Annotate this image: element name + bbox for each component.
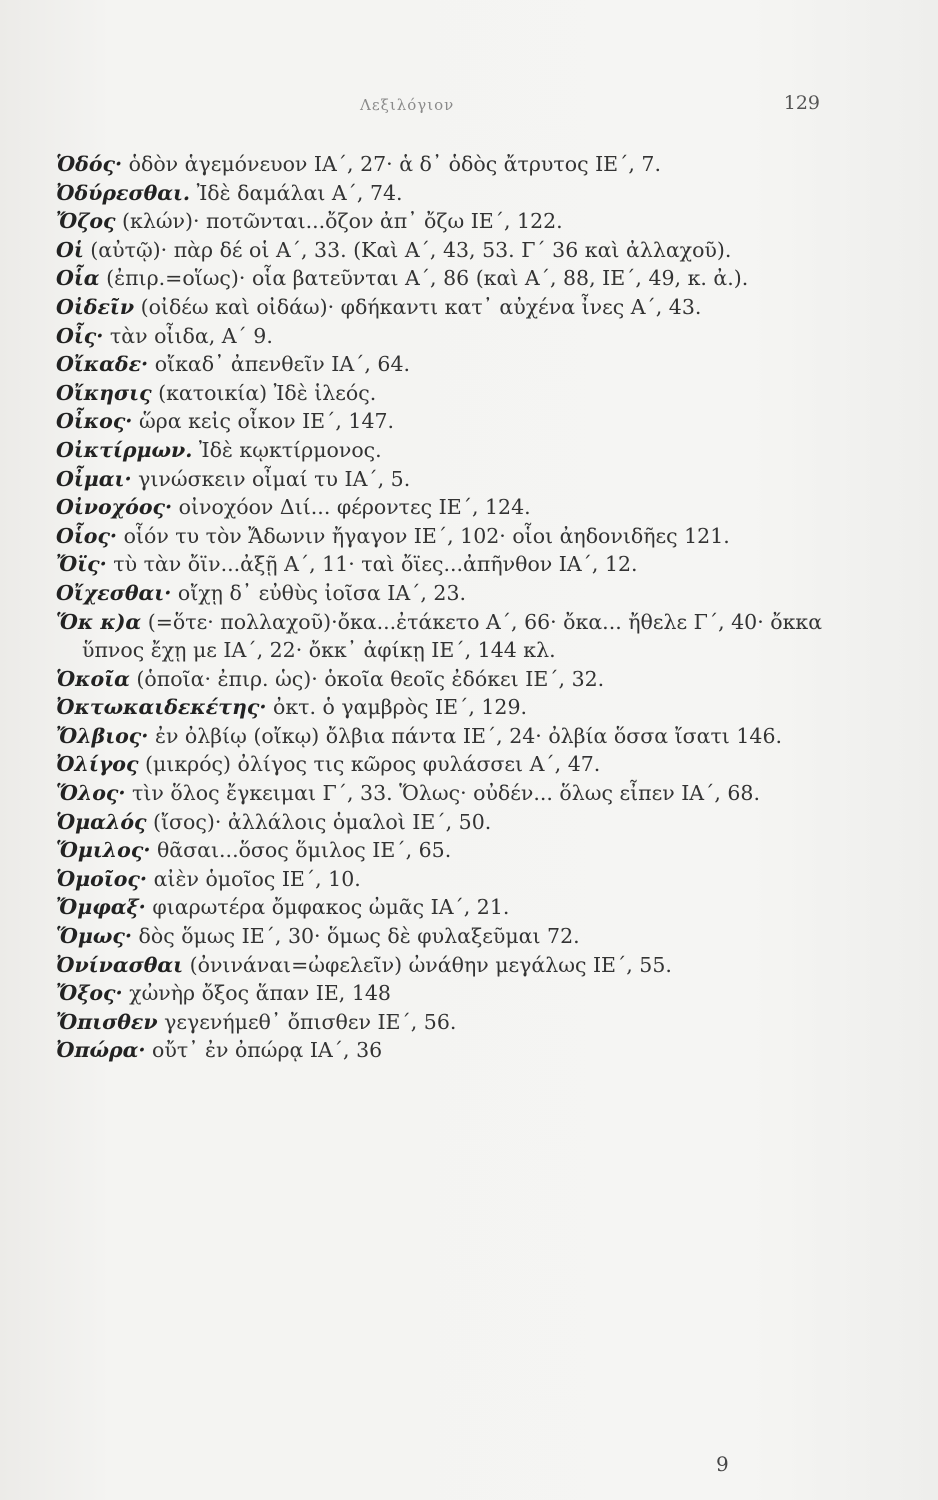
entry-text: ὁδὸν ἁγεμόνευον ΙΑ΄, 27· ἁ δ᾽ ὁδὸς ἄτρυτος ΙΕ΄, 7. [122,152,661,176]
entry-headword: Ὁμαλός [56,809,147,834]
entry-text: δὸς ὅμως ΙΕ΄, 30· ὅμως δὲ φυλαξεῦμαι 72. [132,924,580,949]
entry-headword: Ὅμως· [56,924,133,949]
entry-headword: Ὄπισθεν [56,1009,158,1034]
lexicon-entry [56,922,846,951]
entry-headword: Οἴκησις [56,380,152,405]
lexicon-entry [56,979,846,1008]
entry-text: (οἰδέω καὶ οἰδάω)· φδήκαντι κατ᾽ αὐχένα ἶνες Α΄, 43. [134,294,702,319]
entry-headword: Ὀπώρα· [56,1038,146,1063]
entry-headword: Ὁδός· [56,152,123,176]
entry-text: (ὁποῖα· ἐπιρ. ὡς)· ὁκοῖα θεοῖς ἐδόκει ΙΕ΄, 32. [129,666,605,691]
page-number: 129 [783,92,820,114]
entry-text: (=ὅτε· πολλαχοῦ)·ὄκα...ἐτάκετο Α΄, 66· ὄκα... ἤθελε Γ΄, 40· ὄκκα ὕπνος ἔχῃ με ΙΑ΄, 22· ὄκκ᾽ ἀφίκῃ ΙΕ΄, 144 κλ. [82,609,823,663]
entry-text: οἰνοχόον Διί... φέροντες ΙΕ΄, 124. [172,495,531,520]
entry-headword: Οἰδεῖν [56,294,135,319]
lexicon-entry [56,808,846,837]
lexicon-entries [56,150,846,1065]
entry-headword: Οἴχεσθαι· [56,580,172,605]
entry-text: (κλών)· ποτῶνται...ὄζον ἀπ᾽ ὄζω ΙΕ΄, 122. [115,209,563,234]
entry-text: τὶν ὅλος ἔγκειμαι Γ΄, 33. Ὅλως· οὐδέν... ὅλως εἶπεν ΙΑ΄, 68. [125,781,760,806]
lexicon-entry [56,322,846,351]
entry-headword: Οἴκαδε· [56,352,149,377]
entry-text: (μικρός) ὀλίγος τις κῶρος φυλάσσει Α΄, 47. [138,752,601,777]
entry-headword: Οἰνοχόος· [56,495,173,520]
entry-headword: Ὅκ κ)α [56,609,142,634]
lexicon-entry [56,522,846,551]
entry-headword: Οἷα [56,266,100,291]
entry-text: (ἴσος)· ἀλλάλοις ὁμαλοὶ ΙΕ΄, 50. [146,809,492,834]
entry-headword: Ὄϊς· [56,552,107,577]
entry-headword: Ὀκτωκαιδεκέτης· [56,695,267,720]
lexicon-entry [56,407,846,436]
lexicon-entry [56,865,846,894]
entry-text: γεγενήμεθ᾽ ὄπισθεν ΙΕ΄, 56. [157,1009,457,1034]
entry-text: ἐν ὀλβίῳ (οἴκῳ) ὄλβια πάντα ΙΕ΄, 24· ὀλβία ὅσσα ἴσατι 146. [148,723,783,748]
entry-headword: Οἶς· [56,323,104,348]
entry-headword: Ὁμοῖος· [56,866,148,891]
lexicon-entry [56,665,846,694]
entry-headword: Ὀλίγος [56,752,139,777]
lexicon-entry [56,550,846,579]
entry-text: Ἰδὲ δαμάλαι Α΄, 74. [190,180,403,205]
lexicon-entry [56,893,846,922]
lexicon-entry [56,779,846,808]
entry-headword: Ὁκοῖα [56,666,130,691]
lexicon-entry [56,179,846,208]
entry-text: Ἰδὲ κῳκτίρμονος. [192,437,382,462]
entry-headword: Οἶμαι· [56,466,132,491]
entry-text: οὔτ᾽ ἐν ὀπώρᾳ ΙΑ΄, 36 [145,1038,383,1063]
lexicon-entry [56,836,846,865]
lexicon-entry [56,264,846,293]
lexicon-entry [56,722,846,751]
entry-headword: Ὅλος· [56,781,126,806]
lexicon-entry [56,693,846,722]
entry-text: θᾶσαι...ὅσος ὅμιλος ΙΕ΄, 65. [150,838,452,863]
entry-headword: Ὄξος· [56,981,123,1006]
entry-headword: Οἰκτίρμων. [56,437,193,462]
entry-headword: Ὄλβιος· [56,723,149,748]
entry-text: ὀκτ. ὁ γαμβρὸς ΙΕ΄, 129. [266,695,528,720]
signature-mark: 9 [716,1452,729,1476]
entry-text: γινώσκειν οἶμαί τυ ΙΑ΄, 5. [131,466,411,491]
entry-headword: Ὀδύρεσθαι. [56,180,191,205]
lexicon-entry [56,150,846,179]
entry-text: τὺ τὰν ὄϊν...ἀξῇ Α΄, 11· ταὶ ὄϊες...ἀπῆνθον ΙΑ΄, 12. [106,552,638,577]
entry-headword: Ὄμφαξ· [56,895,146,920]
lexicon-entry [56,465,846,494]
lexicon-entry [56,750,846,779]
entry-headword: Ὅμιλος· [56,838,151,863]
entry-headword: Ὄζος [56,209,116,234]
entry-text: οἴκαδ᾽ ἀπενθεῖν ΙΑ΄, 64. [148,352,411,377]
entry-headword: Οἷος· [56,523,118,548]
entry-text: ὥρα κεἰς οἶκον ΙΕ΄, 147. [132,409,395,434]
entry-text: (αὐτῷ)· πὰρ δέ οἱ Α΄, 33. (Καὶ Α΄, 43, 53. Γ΄ 36 καὶ ἀλλαχοῦ). [83,237,732,262]
lexicon-entry [56,207,846,236]
entry-headword: Οἶκος· [56,409,133,434]
entry-text: χὠνὴρ ὄξος ἅπαν ΙΕ, 148 [122,981,391,1006]
lexicon-entry [56,236,846,265]
entry-headword: Ὀνίνασθαι [56,952,184,977]
entry-text: οἷόν τυ τὸν Ἄδωνιν ἤγαγον ΙΕ΄, 102· οἷοι ἀηδονιδῆες 121. [117,523,730,548]
entry-text: (ὀνινάναι=ὠφελεῖν) ὠνάθην μεγάλως ΙΕ΄, 55. [183,952,672,977]
entry-text: αἰὲν ὁμοῖος ΙΕ΄, 10. [147,866,361,891]
lexicon-entry [56,293,846,322]
lexicon-entry [56,436,846,465]
entry-text: (κατοικία) Ἰδὲ ἱλεός. [151,380,377,405]
running-head: Λεξιλόγιον [360,96,455,114]
lexicon-entry [56,608,846,665]
lexicon-entry [56,493,846,522]
lexicon-entry [56,579,846,608]
entry-text: οἴχῃ δ᾽ εὐθὺς ἰοῖσα ΙΑ΄, 23. [171,580,467,605]
lexicon-entry [56,1036,846,1065]
entry-text: τὰν οἶιδα, Α΄ 9. [103,323,273,348]
entry-text: (ἐπιρ.=οἵως)· οἷα βατεῦνται Α΄, 86 (καὶ Α΄, 88, ΙΕ΄, 49, κ. ἀ.). [99,266,749,291]
lexicon-entry [56,1008,846,1037]
entry-text: φιαρωτέρα ὄμφακος ὠμᾶς ΙΑ΄, 21. [145,895,510,920]
lexicon-entry [56,951,846,980]
entry-headword: Οἱ [56,237,84,262]
lexicon-entry [56,350,846,379]
lexicon-entry [56,379,846,408]
